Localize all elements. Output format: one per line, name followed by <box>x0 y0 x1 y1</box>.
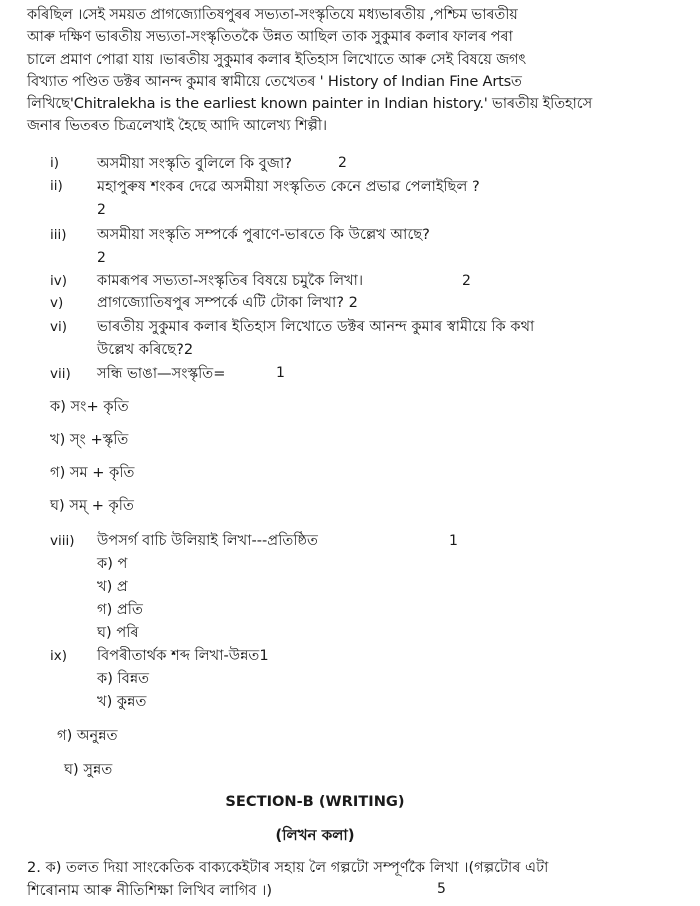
question-number: iii) <box>50 227 67 243</box>
question-text: অসমীয়া সংস্কৃতি বুলিলে কি বুজা? <box>97 155 292 172</box>
question-mark: 2 <box>97 250 106 266</box>
question-number: i) <box>50 155 60 171</box>
option: গ) প্ৰতি <box>97 601 143 618</box>
passage-line: আৰু দক্ষিণ ভাৰতীয় সভ্যতা-সংস্কৃতিতকৈ উন্নত আছিল তাক সুকুমাৰ কলাৰ ফালৰ পৰা <box>27 28 513 46</box>
question-number: v) <box>50 295 64 311</box>
option: গ) অনুন্নত <box>57 727 118 744</box>
question-number: vii) <box>50 366 71 382</box>
option: ক) প <box>97 555 128 572</box>
option: ক) সং+ কৃতি <box>50 398 129 415</box>
question-text: অসমীয়া সংস্কৃতি সম্পৰ্কে পুৰাণে-ভাৰতে কি উল্লেখ আছে? <box>97 226 430 243</box>
option: গ) সম + কৃতি <box>50 464 135 481</box>
question-number: viii) <box>50 533 75 549</box>
question-mark: 1 <box>449 533 458 549</box>
question-text: মহাপুৰুষ শংকৰ দেৱে অসমীয়া সংস্কৃতিত কেনে প্ৰভাৱ পেলাইছিল ? <box>97 178 480 195</box>
question-mark: 2 <box>338 155 347 171</box>
question-number: ix) <box>50 648 68 664</box>
option: খ) প্ৰ <box>97 578 128 595</box>
passage <box>27 4 687 138</box>
option: ক) বিন্নত <box>97 670 150 687</box>
question-mark: 2 <box>462 273 471 289</box>
question-mark: 2 <box>97 202 106 218</box>
section-subtitle: (লিখন কলা) <box>275 826 355 844</box>
option: ঘ) পৰি <box>97 624 139 641</box>
passage-line: লিখিছে'Chitralekha is the earliest known painter in Indian history.' ভাৰতীয় ইতিহাসে <box>27 95 593 113</box>
question-text-cont: উল্লেখ কৰিছে?2 <box>97 341 194 358</box>
option: খ) স্ং +স্কৃতি <box>50 431 129 448</box>
passage-line: বিখ্যাত পণ্ডিত ডক্টৰ আনন্দ কুমাৰ স্বামীয়ে তেখেতৰ ' History of Indian Fine Artsত <box>27 72 522 90</box>
passage-line: চালে প্ৰমাণ পোৱা যায় ।ভাৰতীয় সুকুমাৰ কলাৰ ইতিহাস লিখোতে আৰু সেই বিষয়ে জগৎ <box>27 50 527 68</box>
question-mark: 5 <box>437 881 446 897</box>
question-number: iv) <box>50 273 68 289</box>
question-2-line: শিৰোনাম আৰু নীতিশিক্ষা লিখিব লাগিব ।) <box>27 882 273 899</box>
question-number: ii) <box>50 178 63 194</box>
option: ঘ) সম্ + কৃতি <box>50 497 134 514</box>
question-2-line: 2. ক) তলত দিয়া সাংকেতিক বাক্যকেইটাৰ সহায় লৈ গল্পটো সম্পূৰ্ণকৈ লিখা ।(গল্পটোৰ এটা <box>27 859 549 876</box>
question-number: vi) <box>50 319 68 335</box>
question-text: ভাৰতীয় সুকুমাৰ কলাৰ ইতিহাস লিখোতে ডক্টৰ আনন্দ কুমাৰ স্বামীয়ে কি কথা <box>97 318 535 335</box>
question-text: সন্ধি ভাঙা—সংস্কৃতি= <box>97 365 226 382</box>
question-text: কামৰূপৰ সভ্যতা-সংস্কৃতিৰ বিষয়ে চমুকৈ লিখা। <box>97 272 364 289</box>
question-text: উপসৰ্গ বাচি উলিয়াই লিখা---প্ৰতিষ্ঠিত <box>97 532 318 549</box>
section-title: SECTION-B (WRITING) <box>225 793 405 810</box>
passage-line: জনাৰ ভিতৰত চিত্ৰলেখাই হৈছে আদি আলেখ্য শিল্পী। <box>27 117 327 135</box>
option: ঘ) সুন্নত <box>64 761 113 778</box>
option: খ) কুন্নত <box>97 693 147 710</box>
question-text: প্ৰাগজ্যোতিষপুৰ সম্পৰ্কে এটি টোকা লিখা? 2 <box>97 294 358 311</box>
passage-line: কৰিছিল ।সেই সময়ত প্ৰাগজ্যোতিষপুৰৰ সভ্যতা-সংস্কৃতিযে মধ্যভাৰতীয় ,পশ্চিম ভাৰতীয় <box>27 6 518 23</box>
question-text: বিপৰীতাৰ্থক শব্দ লিখা-উন্নত1 <box>97 647 269 664</box>
question-mark: 1 <box>276 365 285 381</box>
